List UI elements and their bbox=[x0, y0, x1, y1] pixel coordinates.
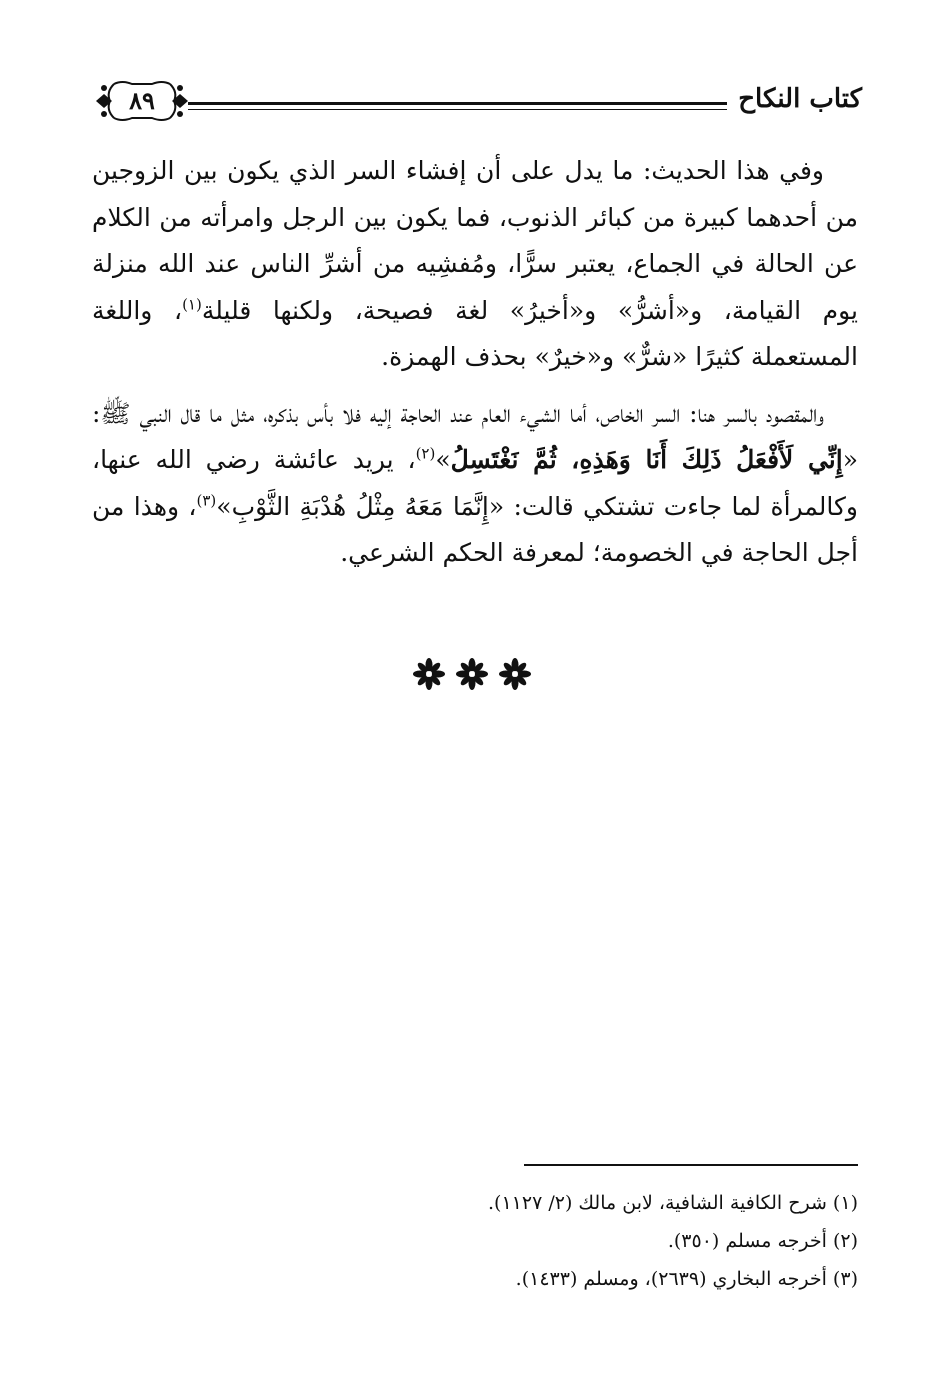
header-rule bbox=[188, 102, 727, 110]
paragraph-2 bbox=[92, 391, 858, 577]
footnote-ref-2: (٢) bbox=[415, 444, 436, 463]
footnotes bbox=[92, 1184, 858, 1298]
paragraph-1-text: وفي هذا الحديث: ما يدل على أن إفشاء السر الذي يكون بين الزوجين من أحدهما كبيرة من كبائر الذنوب، فما يكون بين الرجل وامرأته من الكلام عن الحالة في الجماع، يعتبر سرًّا، ومُفشِيه من أشرِّ الناس عند الله منزلة يوم القيامة، و«أشرُّ» و«أخيرُ» لغة فصيحة، ولكنها قليلة bbox=[92, 156, 858, 325]
page-number-ornament bbox=[92, 78, 192, 124]
asterisk-flower-icon bbox=[455, 657, 489, 691]
hadith-close-quote: » bbox=[435, 445, 451, 474]
chapter-title: كتاب النكاح bbox=[738, 84, 862, 114]
footnote-3: (٣) أخرجه البخاري (٢٦٣٩)، ومسلم (١٤٣٣). bbox=[515, 1268, 858, 1290]
asterisk-flower-icon bbox=[498, 657, 532, 691]
paragraph-1 bbox=[92, 148, 858, 381]
paragraph-2-text: والمقصود بالسر هنا: السر الخاص، أما الشيء العام عند الحاجة إليه فلا بأس بذكره، مثل ما قال النبي ﷺ: « bbox=[92, 398, 858, 474]
main-text bbox=[92, 148, 858, 577]
footnote-2: (٢) أخرجه مسلم (٣٥٠). bbox=[667, 1230, 858, 1252]
footnote-separator bbox=[524, 1164, 858, 1166]
hadith-quote: إِنِّي لَأَفْعَلُ ذَلِكَ أَنَا وَهَذِهِ، ثُمَّ نَغْتَسِلُ bbox=[450, 445, 843, 474]
paragraph-1-text-end: ، واللغة المستعملة كثيرًا «شرٌّ» و«خيرٌ» بحذف الهمزة. bbox=[92, 295, 858, 371]
asterisk-flower-icon bbox=[412, 657, 446, 691]
section-divider bbox=[412, 654, 532, 694]
paragraph-2-text-end: ، وهذا من أجل الحاجة في الخصومة؛ لمعرفة الحكم الشرعي. bbox=[92, 491, 858, 567]
footnote-1: (١) شرح الكافية الشافية، لابن مالك (٢/ ١١٢٧). bbox=[488, 1192, 858, 1214]
paragraph-2-text-middle: ، يريد عائشة رضي الله عنها، وكالمرأة لما جاءت تشتكي قالت: «إِنَّمَا مَعَهُ مِثْلُ هُدْبَةِ الثَّوْبِ» bbox=[92, 445, 858, 521]
running-header bbox=[92, 78, 862, 128]
page-number: ٨٩ bbox=[129, 86, 155, 115]
footnote-ref-3: (٣) bbox=[196, 491, 217, 510]
footnote-ref-1: (١) bbox=[182, 295, 202, 314]
